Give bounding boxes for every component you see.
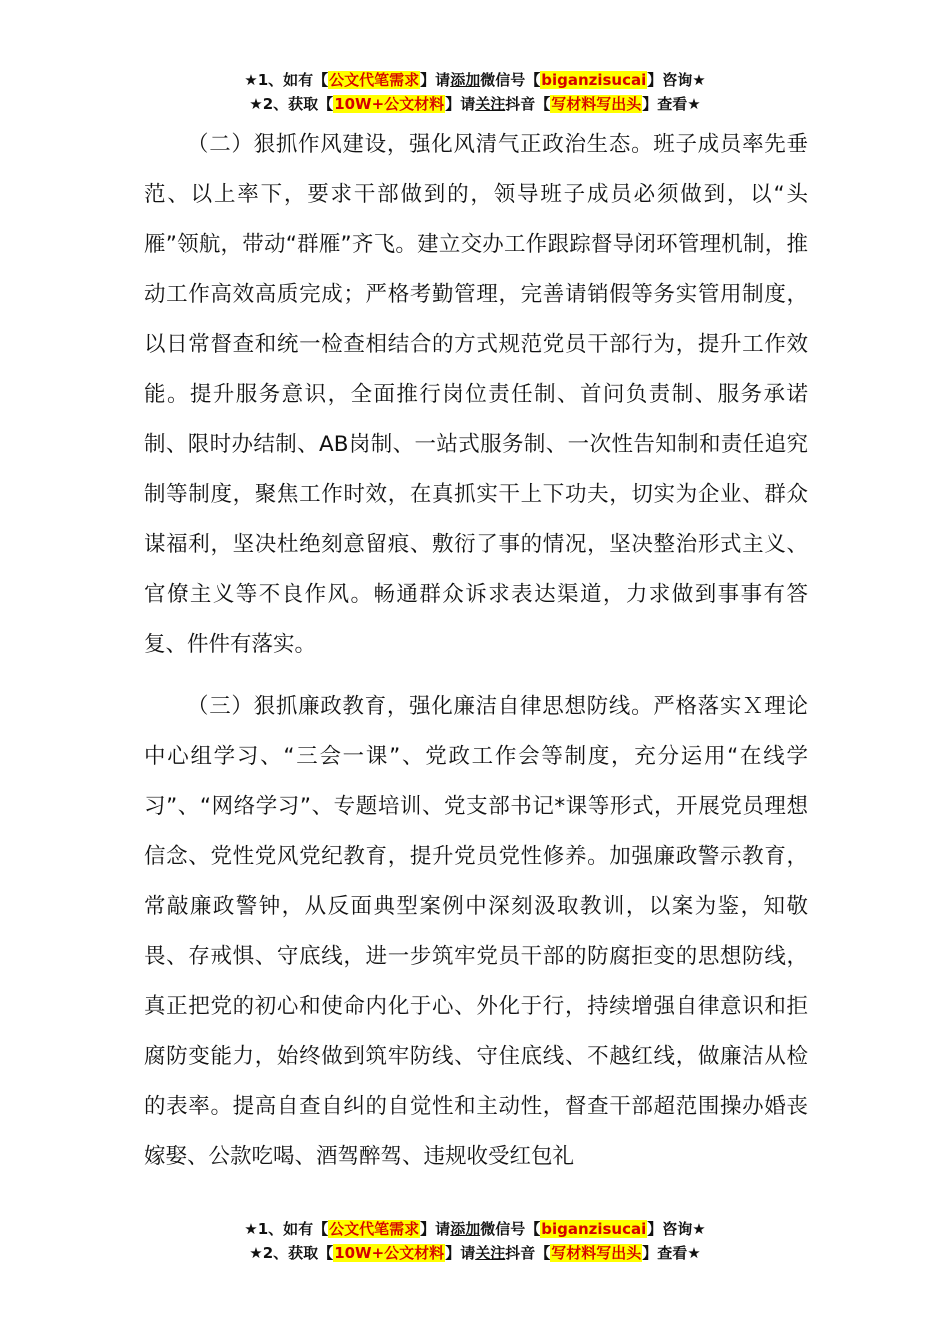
banner-line-2 [0,92,950,116]
banner-text: 微信号【 [480,71,541,89]
banner-text: ★2、获取【 [249,1244,334,1262]
paragraph-3: （三）狠抓廉政教育，强化廉洁自律思想防线。严格落实Ｘ理论中心组学习、“三会一课”、党政工作会等制度，充分运用“在线学习”、“网络学习”、专题培训、党支部书记*课等形式，开展党员理想信念、党性党风党纪教育，提升党员党性修养。加强廉政警示教育，常敲廉政警钟，从反面典型案例中深刻汲取教训，以案为鉴，知敬畏、存戒惧、守底线，进一步筑牢党员干部的防腐拒变的思想防线，真正把党的初心和使命内化于心、外化于行，持续增强自律意识和拒腐防变能力，始终做到筑牢防线、守住底线、不越红线，做廉洁从检的表率。提高自查自纠的自觉性和主动性，督查干部超范围操办婚丧嫁娶、公款吃喝、酒驾醉驾、违规收受红包礼 [144,694,808,1169]
highlight-douyin-account: 写材料写出头 [551,95,642,113]
banner-text: 】咨询★ [647,71,706,89]
header-banner [0,68,950,116]
underline-add: 添加 [450,1220,481,1238]
banner-text: ★1、如有【 [244,1220,329,1238]
banner-text: ★1、如有【 [244,71,329,89]
banner-text: 】查看★ [642,1244,701,1262]
highlight-wechat-id: biganzisucai [541,71,647,89]
banner-line-1 [0,1217,950,1241]
footer-banner [0,1217,950,1265]
banner-text: 微信号【 [480,1220,541,1238]
banner-text: 】请 [445,1244,476,1262]
highlight-materials: 10W+公文材料 [334,95,445,113]
banner-text: 】咨询★ [647,1220,706,1238]
paragraph-2: （二）狠抓作风建设，强化风清气正政治生态。班子成员率先垂范、以上率下，要求干部做到的，领导班子成员必须做到，以“头雁”领航，带动“群雁”齐飞。建立交办工作跟踪督导闭环管理机制，推动工作高效高质完成；严格考勤管理，完善请销假等务实管用制度，以日常督查和统一检查相结合的方式规范党员干部行为，提升工作效能。提升服务意识，全面推行岗位责任制、首问负责制、服务承诺制、限时办结制、AB岗制、一站式服务制、一次性告知制和责任追究制等制度，聚焦工作时效，在真抓实干上下功夫，切实为企业、群众谋福利，坚决杜绝刻意留痕、敷衍了事的情况，坚决整治形式主义、官僚主义等不良作风。畅通群众诉求表达渠道，力求做到事事有答复、件件有落实。 [144,132,808,657]
document-body [144,120,808,1182]
banner-text: 】查看★ [642,95,701,113]
highlight-writing-service: 公文代笔需求 [329,1220,420,1238]
banner-text: 】请 [445,95,476,113]
banner-line-1 [0,68,950,92]
banner-text: 】请 [420,1220,451,1238]
highlight-douyin-account: 写材料写出头 [551,1244,642,1262]
highlight-wechat-id: biganzisucai [541,1220,647,1238]
banner-line-2 [0,1241,950,1265]
underline-follow: 关注 [475,1244,506,1262]
banner-text: 】请 [420,71,451,89]
highlight-materials: 10W+公文材料 [334,1244,445,1262]
underline-add: 添加 [450,71,481,89]
underline-follow: 关注 [475,95,506,113]
highlight-writing-service: 公文代笔需求 [329,71,420,89]
banner-text: 抖音【 [505,1244,551,1262]
banner-text: 抖音【 [505,95,551,113]
banner-text: ★2、获取【 [249,95,334,113]
